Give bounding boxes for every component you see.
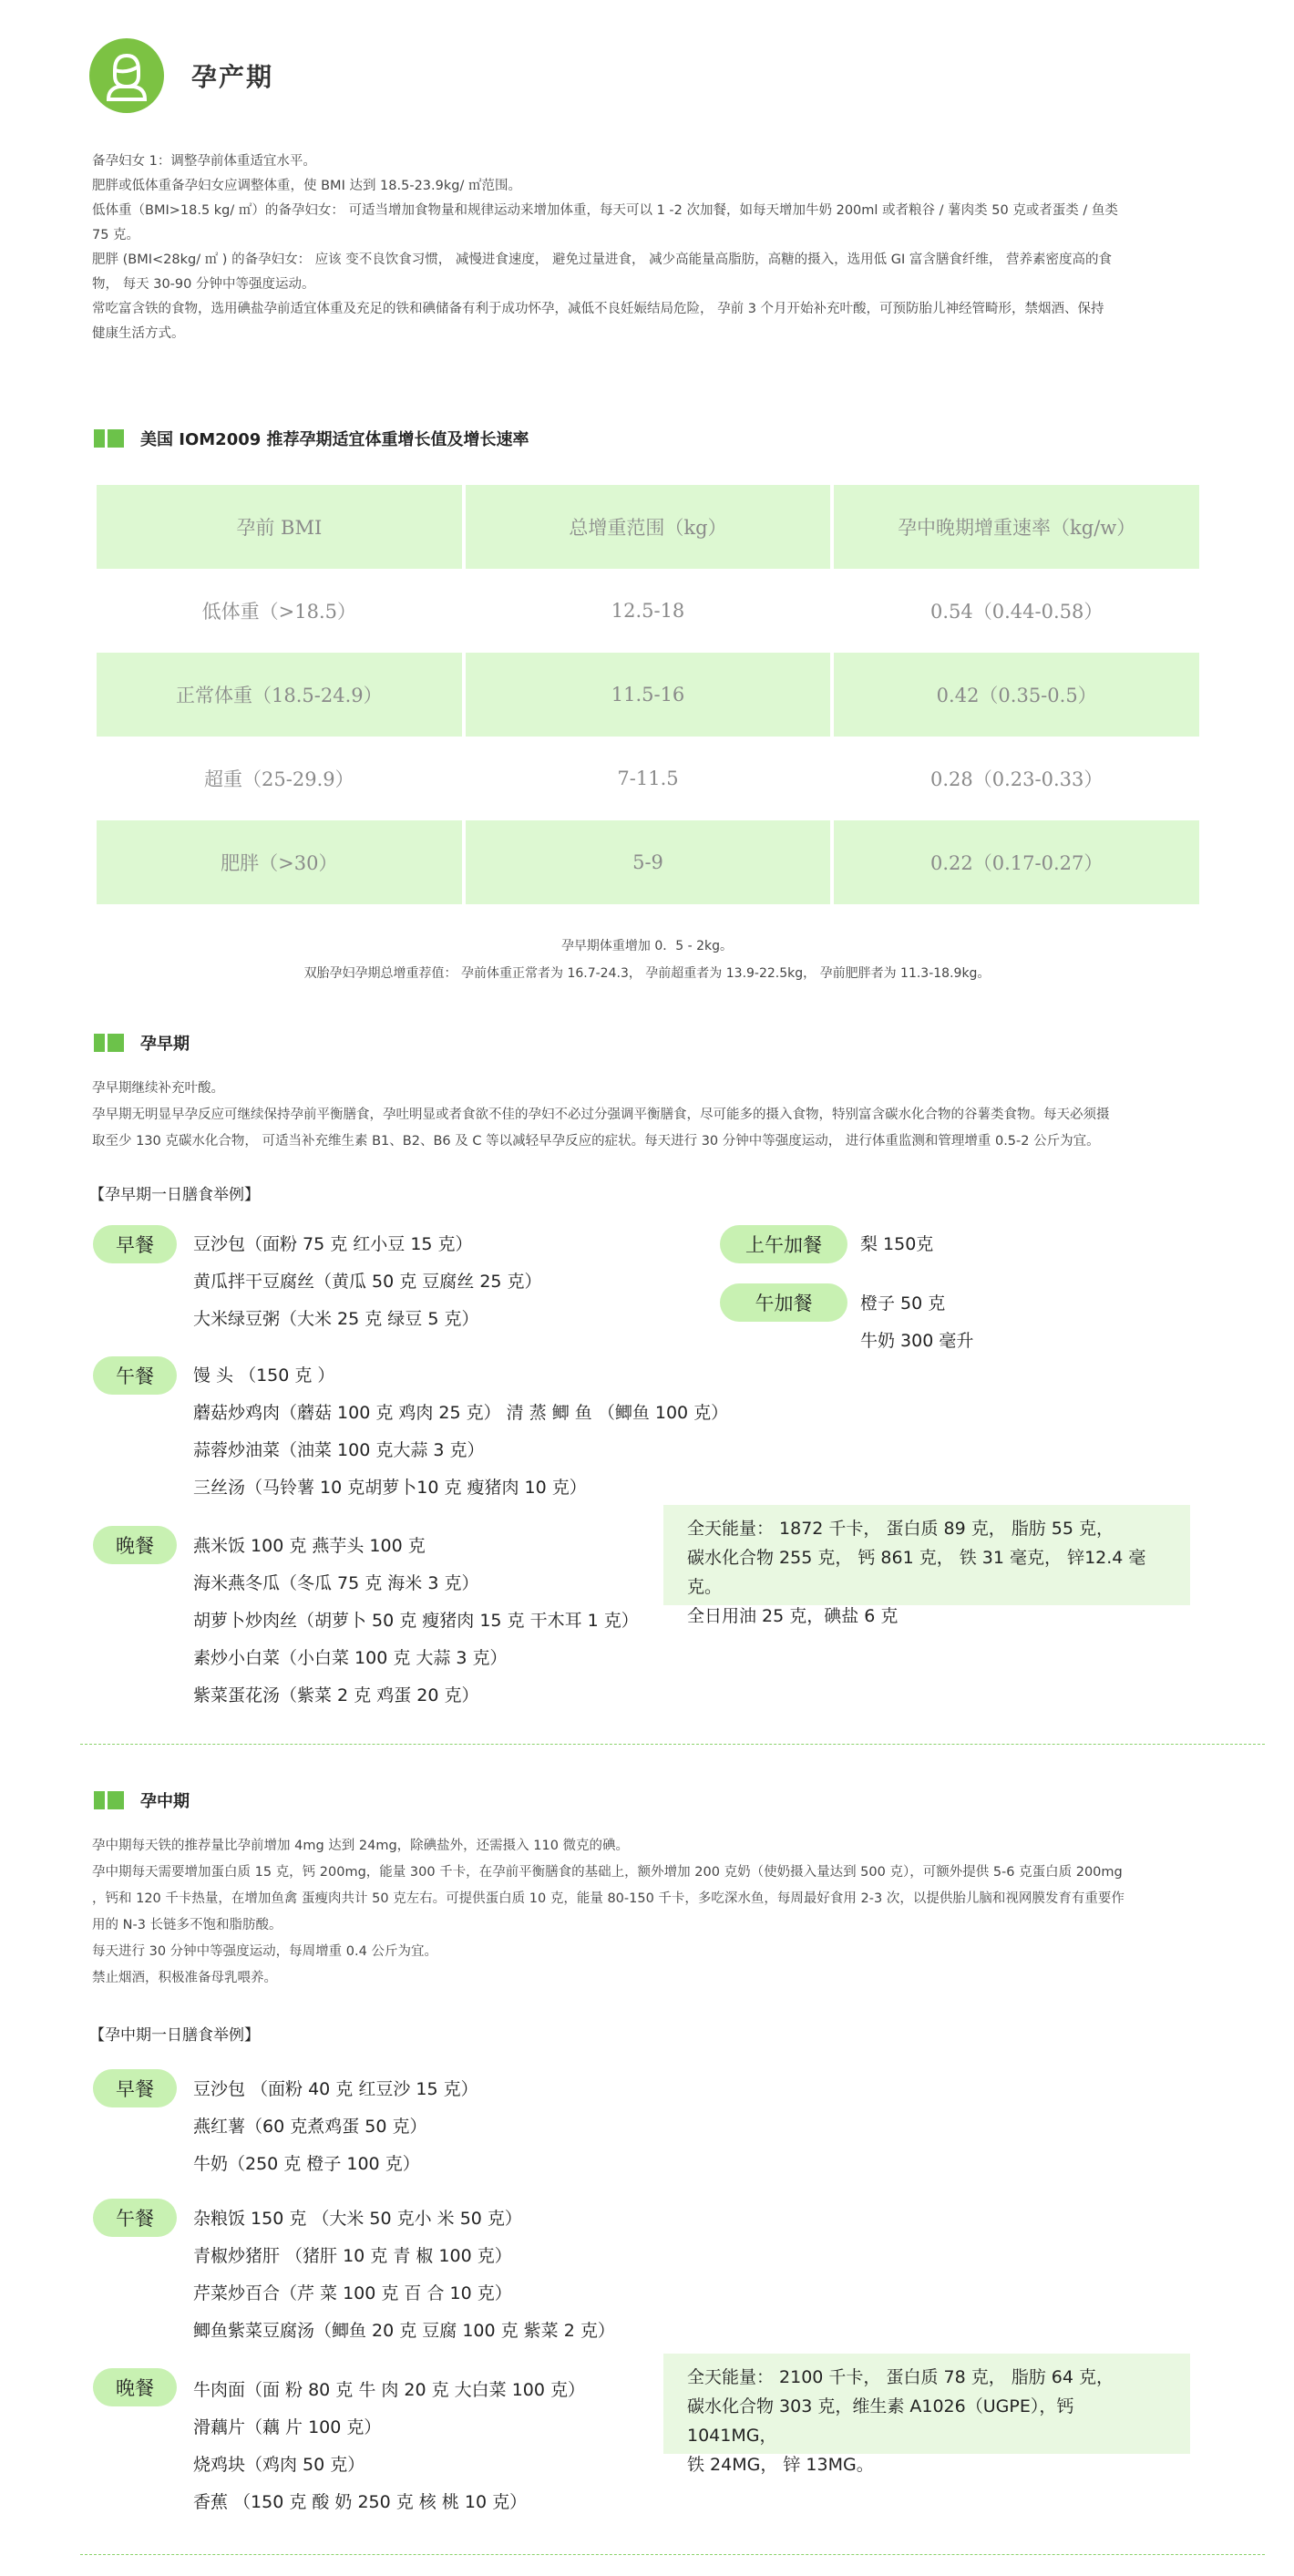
weight-section-heading	[94, 427, 529, 450]
table-cell: 11.5-16	[466, 653, 831, 737]
text-line: 孕早期继续补充叶酸。	[92, 1081, 224, 1096]
dinner-label: 晚餐	[93, 2368, 177, 2406]
table-cell: 正常体重（18.5-24.9）	[97, 653, 462, 737]
text-line: 孕早期无明显早孕反应可继续保持孕前平衡膳食，孕吐明显或者食欲不佳的孕妇不必过分强调平衡膳食，尽可能多的摄入食物，特别富含碳水化合物的谷薯类食物。每天必须摄	[92, 1108, 1110, 1122]
nutrition-line: 全日用油 25 克，碘盐 6 克	[687, 1606, 899, 1626]
table-row	[97, 820, 1199, 904]
breakfast-list	[193, 2071, 478, 2183]
table-row	[97, 653, 1199, 737]
nutrition-line: 铁 24MG， 锌 13MG。	[687, 2455, 874, 2475]
person-avatar-icon	[89, 38, 164, 113]
divider	[80, 1744, 1265, 1745]
dinner-list	[193, 2372, 585, 2521]
afternoon-snack-label: 午加餐	[720, 1283, 847, 1322]
section-marker-icon	[94, 429, 124, 448]
list-item: 烧鸡块（鸡肉 50 克）	[193, 2455, 365, 2475]
list-item: 牛肉面（面 粉 80 克 牛 肉 20 克 大白菜 100 克）	[193, 2380, 586, 2400]
table-cell: 0.54（0.44-0.58）	[929, 601, 1104, 623]
table-note: 孕早期体重增加 0．5 - 2kg。	[560, 939, 734, 953]
section-marker-icon	[94, 1034, 124, 1052]
table-cell: 5-9	[466, 820, 831, 904]
table-cell: 0.42（0.35-0.5）	[834, 653, 1199, 737]
list-item: 海米燕冬瓜（冬瓜 75 克 海米 3 克）	[193, 1573, 479, 1593]
intro-text	[92, 149, 1204, 346]
mid-section-heading	[94, 1788, 190, 1812]
table-cell: 12.5-18	[611, 600, 685, 622]
text-line: 每天进行 30 分钟中等强度运动，每周增重 0.4 公斤为宜。	[92, 1944, 437, 1959]
table-cell: 肥胖（>30）	[97, 820, 462, 904]
text-line: ，钙和 120 千卡热量，在增加鱼禽 蛋瘦肉共计 50 克左右。可提供蛋白质 10 克，能量 80-150 千卡，多吃深水鱼，每周最好食用 2-3 次，以提供胎儿脑和视网膜发育有重要作	[92, 1891, 1125, 1906]
text-line: 禁止烟酒，积极准备母乳喂养。	[92, 1971, 277, 1985]
intro-line: 物， 每天 30-90 分钟中等强度运动。	[92, 277, 315, 292]
afternoon-snack-list	[860, 1285, 973, 1360]
list-item: 蒜蓉炒油菜（油菜 100 克大蒜 3 克）	[193, 1440, 485, 1460]
table-header-cell: 孕中晚期增重速率（kg/w）	[834, 485, 1199, 569]
intro-line: 常吃富含铁的食物，选用碘盐孕前适宜体重及充足的铁和碘储备有利于成功怀孕，减低不良妊娠结局危险， 孕前 3 个月开始补充叶酸，可预防胎儿神经管畸形，禁烟酒、保持	[92, 302, 1104, 316]
table-row	[97, 737, 1199, 820]
lunch-list	[193, 1357, 728, 1507]
table-cell: 超重（25-29.9）	[204, 768, 354, 790]
mid-section-title: 孕中期	[140, 1792, 190, 1811]
list-item: 芹菜炒百合（芹 菜 100 克 百 合 10 克）	[193, 2283, 512, 2303]
list-item: 豆沙包 （面粉 40 克 红豆沙 15 克）	[193, 2079, 478, 2099]
list-item: 青椒炒猪肝 （猪肝 10 克 青 椒 100 克）	[193, 2246, 512, 2266]
nutrition-summary	[663, 2354, 1190, 2475]
nutrition-line: 碳水化合物 303 克，维生素 A1026（UGPE），钙 1041MG，	[687, 2396, 1074, 2446]
morning-snack-label: 上午加餐	[720, 1225, 847, 1263]
page-header	[89, 38, 273, 113]
nutrition-summary	[663, 1505, 1190, 1626]
nutrition-line: 全天能量： 2100 千卡， 蛋白质 78 克， 脂肪 64 克，	[687, 2367, 1114, 2387]
dinner-list	[193, 1528, 639, 1715]
list-item: 黄瓜拌干豆腐丝（黄瓜 50 克 豆腐丝 25 克）	[193, 1272, 542, 1292]
section-marker-icon	[94, 1791, 124, 1809]
lunch-label: 午餐	[93, 2199, 177, 2237]
table-cell: 7-11.5	[617, 768, 679, 789]
morning-snack-list	[860, 1226, 933, 1263]
text-line: 孕中期每天铁的推荐量比孕前增加 4mg 达到 24mg，除碘盐外，还需摄入 110 微克的碘。	[92, 1839, 630, 1853]
nutrition-line: 全天能量： 1872 千卡， 蛋白质 89 克， 脂肪 55 克，	[687, 1519, 1114, 1539]
list-item: 鲫鱼紫菜豆腐汤（鲫鱼 20 克 豆腐 100 克 紫菜 2 克）	[193, 2321, 615, 2341]
list-item: 滑藕片（藕 片 100 克）	[193, 2417, 382, 2437]
list-item: 牛奶（250 克 橙子 100 克）	[193, 2154, 420, 2174]
text-line: 孕中期每天需要增加蛋白质 15 克，钙 200mg，能量 300 千卡，在孕前平衡膳食的基础上，额外增加 200 克奶（使奶摄入量达到 500 克），可额外提供 5-6 克蛋白质 200mg	[92, 1865, 1123, 1880]
intro-line: 备孕妇女 1：调整孕前体重适宜水平。	[92, 154, 316, 169]
menu-caption: 【孕中期一日膳食举例】	[89, 2026, 260, 2045]
nutrition-line: 碳水化合物 255 克， 钙 861 克， 铁 31 毫克， 锌12.4 毫克。	[687, 1548, 1146, 1597]
list-item: 大米绿豆粥（大米 25 克 绿豆 5 克）	[193, 1309, 479, 1329]
list-item: 素炒小白菜（小白菜 100 克 大蒜 3 克）	[193, 1648, 508, 1668]
early-section-heading	[94, 1031, 190, 1055]
table-header-cell: 总增重范围（kg）	[466, 485, 831, 569]
list-item: 杂粮饭 150 克 （大米 50 克小 米 50 克）	[193, 2209, 522, 2229]
list-item: 香蕉 （150 克 酸 奶 250 克 核 桃 10 克）	[193, 2492, 528, 2512]
list-item: 豆沙包（面粉 75 克 红小豆 15 克）	[193, 1234, 473, 1254]
weight-gain-table	[97, 485, 1199, 904]
list-item: 胡萝卜炒肉丝（胡萝卜 50 克 瘦猪肉 15 克 干木耳 1 克）	[193, 1611, 639, 1631]
page-title: 孕产期	[191, 62, 274, 92]
list-item: 馒 头 （150 克 ）	[193, 1365, 335, 1386]
table-cell: 0.28（0.23-0.33）	[929, 768, 1104, 790]
dinner-label: 晚餐	[93, 1526, 177, 1564]
breakfast-label: 早餐	[93, 1225, 177, 1263]
intro-line: 低体重（BMI>18.5 kg/ ㎡）的备孕妇女： 可适当增加食物量和规律运动来增加体重，每天可以 1 -2 次加餐，如每天增加牛奶 200ml 或者粮谷 / 薯肉类 50 克或者蛋类 / 鱼类	[92, 203, 1118, 218]
table-cell: 低体重（>18.5）	[201, 601, 357, 623]
list-item: 三丝汤（马铃薯 10 克胡萝卜10 克 瘦猪肉 10 克）	[193, 1478, 587, 1498]
table-cell: 0.22（0.17-0.27）	[834, 820, 1199, 904]
list-item: 蘑菇炒鸡肉（蘑菇 100 克 鸡肉 25 克） 清 蒸 鲫 鱼 （鲫鱼 100 克）	[193, 1403, 729, 1423]
intro-line: 健康生活方式。	[92, 326, 185, 341]
divider	[80, 2554, 1265, 2555]
list-item: 紫菜蛋花汤（紫菜 2 克 鸡蛋 20 克）	[193, 1685, 479, 1705]
list-item: 梨 150克	[860, 1234, 934, 1254]
breakfast-list	[193, 1226, 542, 1338]
early-text	[92, 1076, 1208, 1155]
intro-line: 75 克。	[92, 228, 140, 242]
intro-line: 肥胖 (BMI<28kg/ ㎡ ) 的备孕妇女： 应该 变不良饮食习惯， 减慢进食速度， 避免过量进食， 减少高能量高脂肪，高糖的摄入，选用低 GI 富含膳食纤维， 营养素密度高的食	[92, 252, 1112, 267]
lunch-list	[193, 2200, 615, 2350]
intro-line: 肥胖或低体重备孕妇女应调整体重，使 BMI 达到 18.5-23.9kg/ ㎡范围。	[92, 179, 521, 193]
list-item: 牛奶 300 毫升	[860, 1331, 974, 1351]
menu-caption: 【孕早期一日膳食举例】	[89, 1186, 260, 1204]
table-header-cell: 孕前 BMI	[97, 485, 462, 569]
table-row	[97, 569, 1199, 653]
early-section-title: 孕早期	[140, 1035, 190, 1054]
weight-section-title: 美国 IOM2009 推荐孕期适宜体重增长值及增长速率	[140, 430, 529, 449]
text-line: 取至少 130 克碳水化合物， 可适当补充维生素 B1、B2、B6 及 C 等以减轻早孕反应的症状。每天进行 30 分钟中等强度运动， 进行体重监测和管理增重 0.5-2 公斤为宜。	[92, 1134, 1100, 1149]
list-item: 燕米饭 100 克 燕芋头 100 克	[193, 1536, 426, 1556]
list-item: 燕红薯（60 克煮鸡蛋 50 克）	[193, 2117, 427, 2137]
list-item: 橙子 50 克	[860, 1293, 946, 1314]
lunch-label: 午餐	[93, 1356, 177, 1395]
table-header-row	[97, 485, 1199, 569]
table-note: 双胎孕妇孕期总增重荐值： 孕前体重正常者为 16.7-24.3， 孕前超重者为 13.9-22.5kg， 孕前肥胖者为 11.3-18.9kg。	[303, 966, 991, 981]
mid-text	[92, 1833, 1208, 1992]
text-line: 用的 N-3 长链多不饱和脂肪酸。	[92, 1918, 282, 1932]
breakfast-label: 早餐	[93, 2069, 177, 2107]
